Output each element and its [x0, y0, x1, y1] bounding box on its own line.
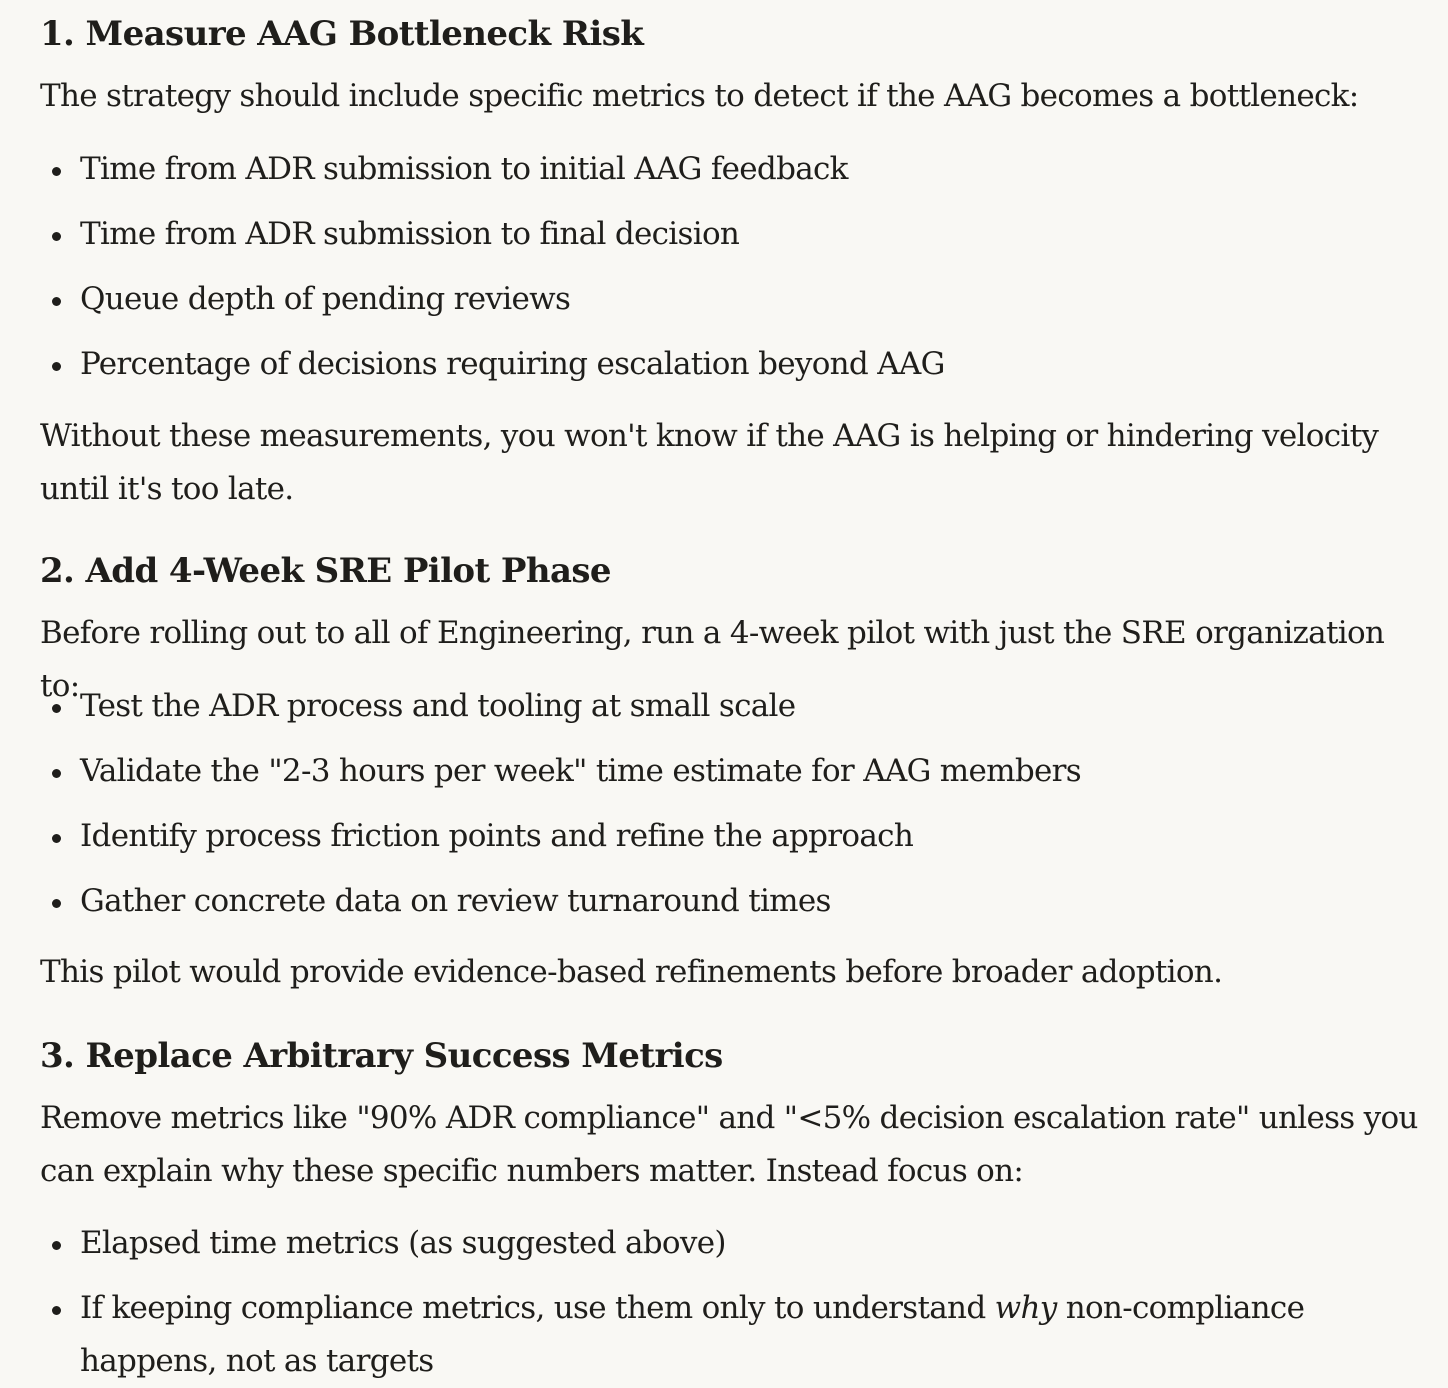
section-outro: This pilot would provide evidence-based refinements before broader adoption.: [40, 954, 1223, 990]
bullet-icon: [52, 232, 61, 241]
section-intro: The strategy should include specific metrics to detect if the AAG becomes a bottleneck:: [40, 78, 1359, 114]
bullet-icon: [52, 704, 61, 713]
bullet-icon: [52, 1306, 61, 1315]
section-heading: 3. Replace Arbitrary Success Metrics: [40, 1036, 723, 1076]
section-heading: 1. Measure AAG Bottleneck Risk: [40, 14, 644, 54]
list-item: Time from ADR submission to final decision: [40, 208, 945, 273]
list-item: Validate the "2-3 hours per week" time estimate for AAG members: [40, 745, 1081, 810]
list-item: Time from ADR submission to initial AAG feedback: [40, 143, 945, 208]
section-heading: 2. Add 4-Week SRE Pilot Phase: [40, 551, 611, 591]
bullet-icon: [52, 769, 61, 778]
bullet-icon: [52, 1241, 61, 1250]
bullet-icon: [52, 297, 61, 306]
bullet-icon: [52, 362, 61, 371]
list-item: Test the ADR process and tooling at small scale: [40, 680, 1081, 745]
bullet-icon: [52, 899, 61, 908]
bullet-list: [40, 143, 945, 403]
list-item: Identify process friction points and refine the approach: [40, 810, 1081, 875]
section-outro: Without these measurements, you won't know if the AAG is helping or hindering velocity until it's too late.: [40, 418, 1379, 507]
section-intro: Remove metrics like "90% ADR compliance" and "<5% decision escalation rate" unless you can explain why these specific numbers matter. Instead focus on:: [40, 1100, 1418, 1189]
list-item: Elapsed time metrics (as suggested above): [40, 1217, 1304, 1282]
bullet-list: [40, 1217, 1304, 1388]
section-intro: Before rolling out to all of Engineering, run a 4-week pilot with just the SRE organization to:: [40, 615, 1385, 704]
bullet-icon: [52, 167, 61, 176]
list-item: If keeping compliance metrics, use them only to understand why non-compliance happens, not as targets: [40, 1282, 1304, 1388]
list-item: Queue depth of pending reviews: [40, 273, 945, 338]
list-item: Gather concrete data on review turnaround times: [40, 875, 1081, 940]
bullet-icon: [52, 834, 61, 843]
bullet-list: [40, 680, 1081, 940]
list-item: Percentage of decisions requiring escalation beyond AAG: [40, 338, 945, 403]
